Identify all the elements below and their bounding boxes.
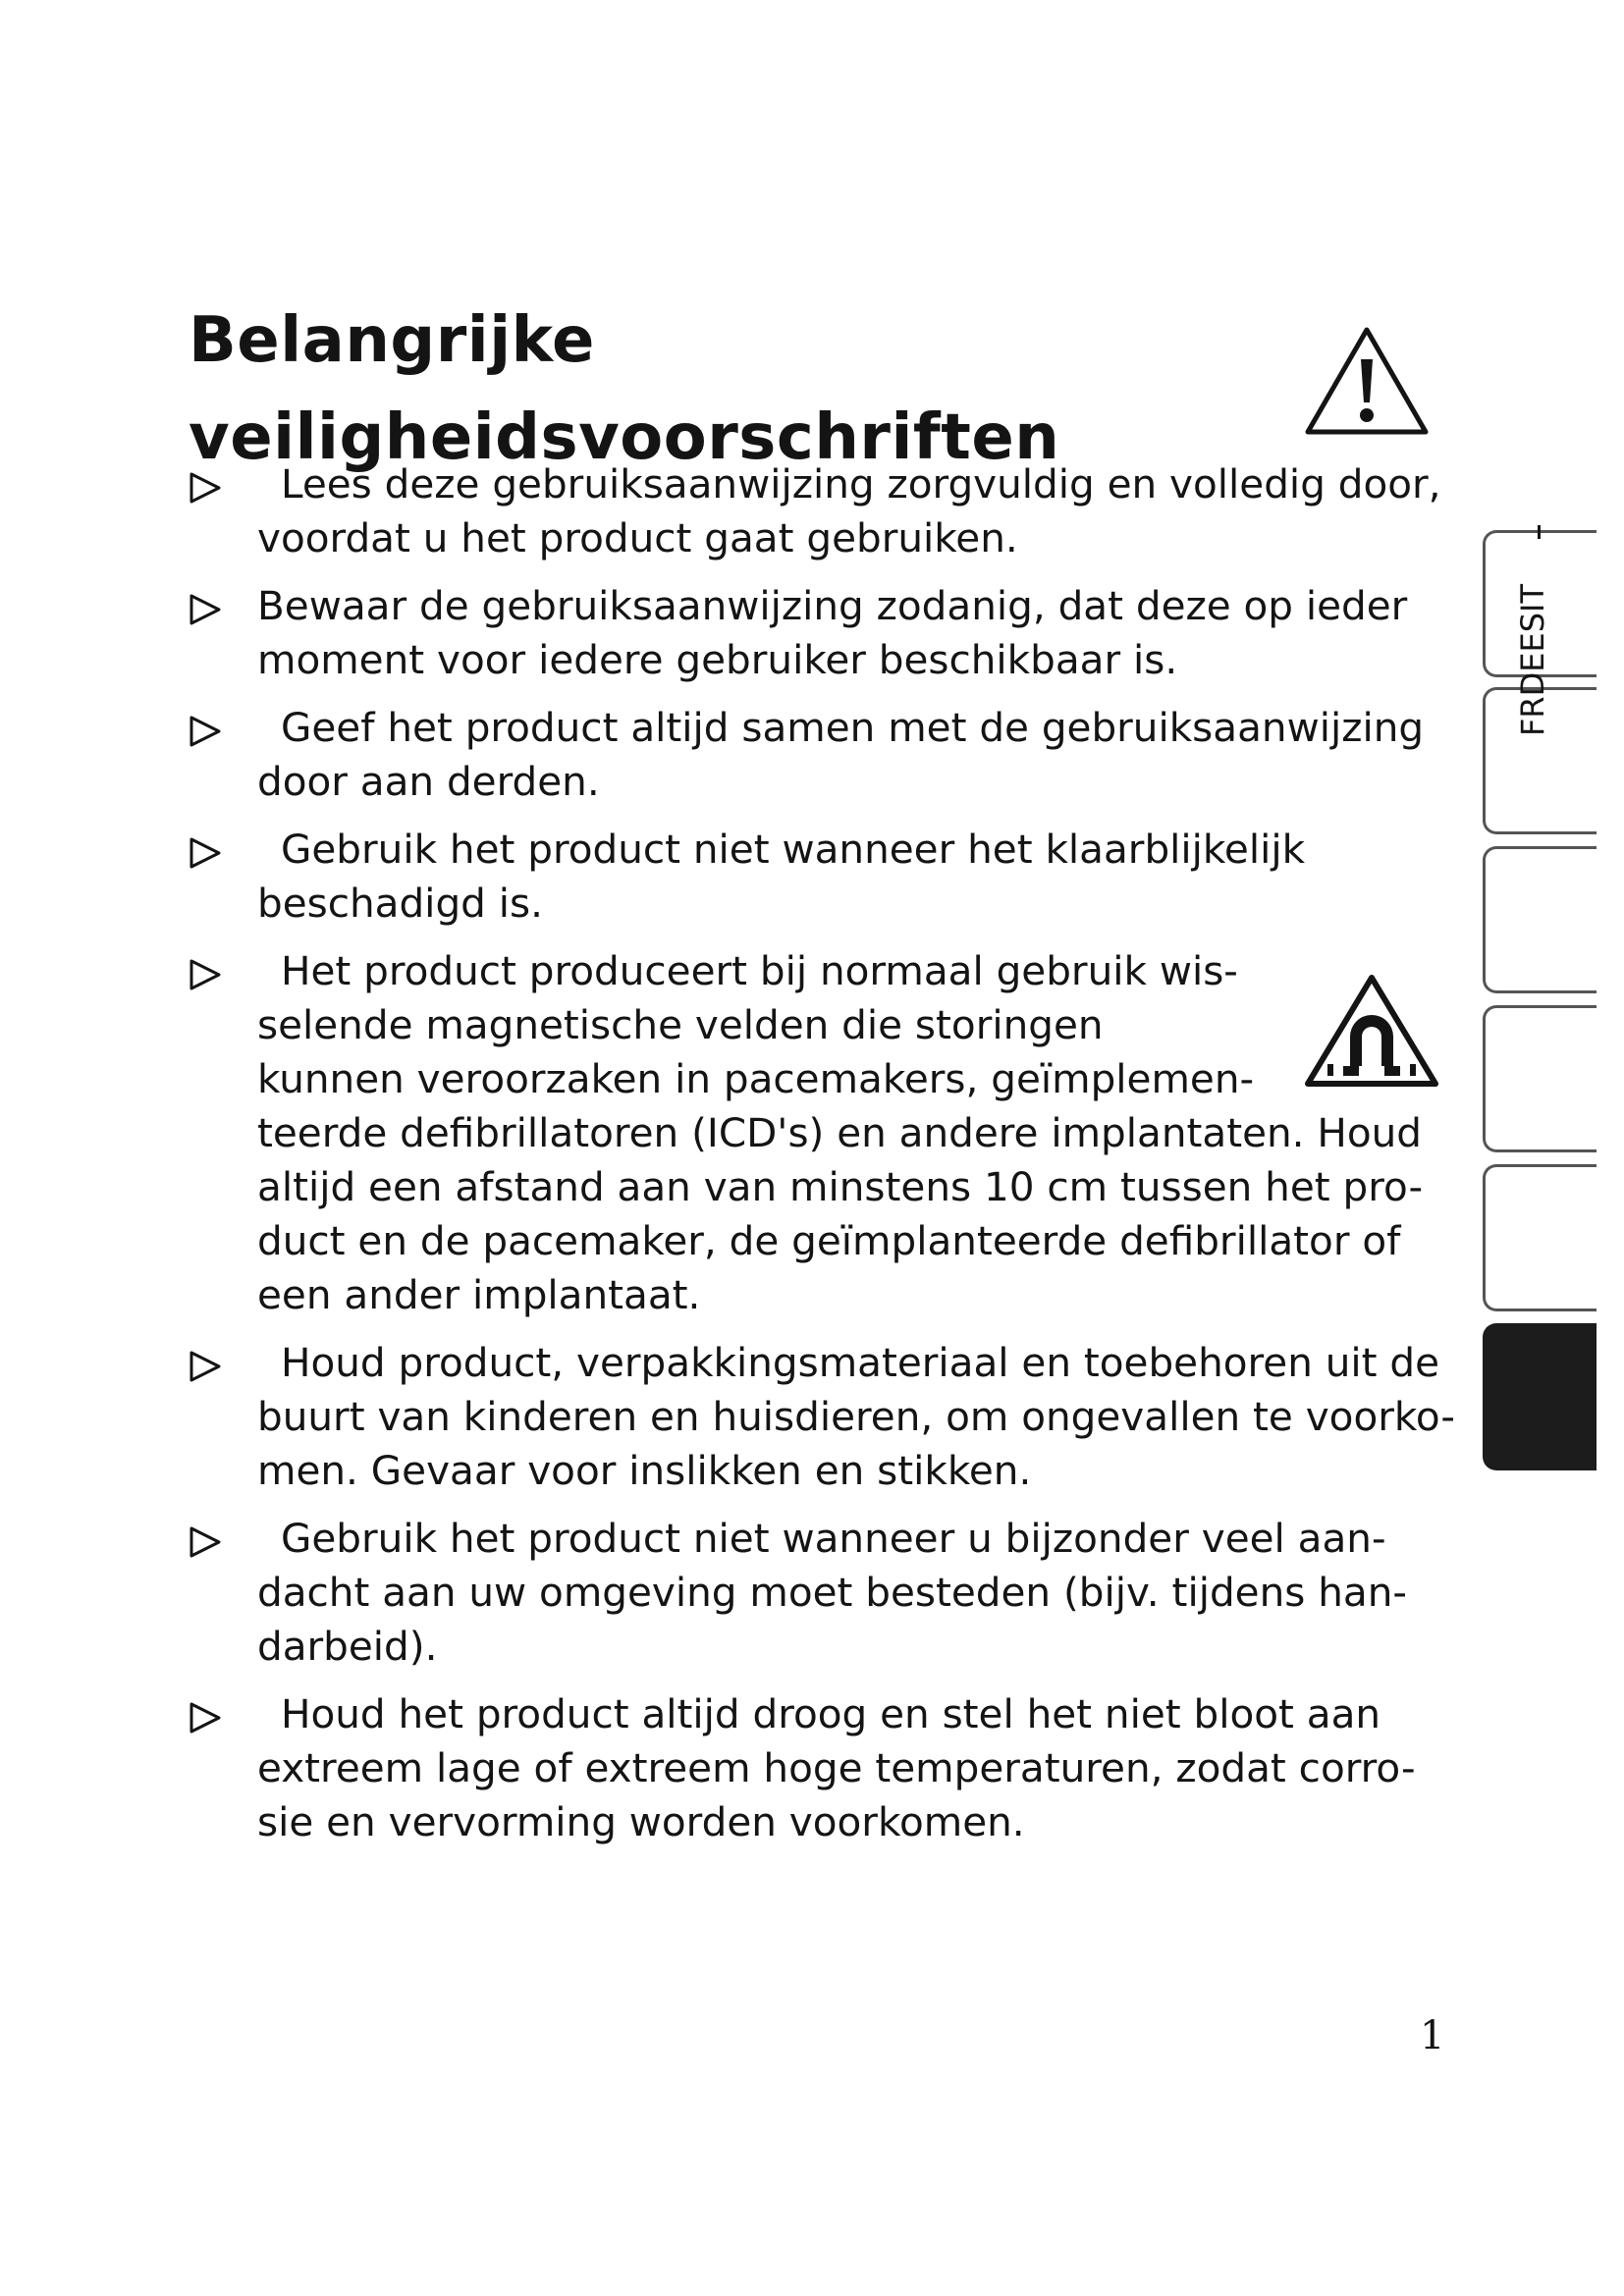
title-line-1: Belangrijke [189,304,595,377]
list-item [189,457,1475,565]
list-item-line: Gebruik het product niet wanneer u bijzonder veel aan- [281,1515,1386,1562]
list-item [189,1512,1475,1674]
list-item-line: Houd het product altijd droog en stel het niet bloot aan [281,1690,1381,1737]
page-number: 1 [1420,2013,1445,2058]
list-item-line: door aan derden. [257,758,600,805]
list-item-line: Lees deze gebruiksaanwijzing zorgvuldig en volledig door, [281,460,1441,507]
triangle-bullet-icon [189,471,222,505]
list-item-line: Geef het product altijd samen met de gebruiksaanwijzing [281,704,1425,751]
triangle-bullet-icon [189,1350,222,1383]
list-item [189,579,1475,687]
list-item-line: Bewaar de gebruiksaanwijzing zodanig, dat deze op ieder [257,582,1408,629]
list-item-line: darbeid). [257,1623,438,1670]
list-item-line: Gebruik het product niet wanneer het klaarblijkelijk [281,826,1306,873]
side-tab-label [1481,579,1579,736]
list-item-line: Houd product, verpakkingsmateriaal en toebehoren uit de [281,1339,1440,1386]
side-tab-3 [1483,846,1597,993]
list-item-line: moment voor iedere gebruiker beschikbaar is. [257,636,1178,683]
triangle-bullet-icon [189,593,222,626]
list-item-line: extreem lage of extreem hoge temperaturen, zodat corro- [257,1744,1416,1791]
list-item-line: altijd een afstand aan van minstens 10 cm tussen het pro- [257,1163,1424,1210]
triangle-bullet-icon [189,1525,222,1559]
list-item-line: voordat u het product gaat gebruiken. [257,514,1018,561]
list-item [189,1336,1475,1498]
list-item [189,701,1475,809]
list-item-line: Het product produceert bij normaal gebruik wis- [281,947,1238,994]
warning-triangle-icon [1304,324,1430,438]
tab-marker [1538,525,1541,539]
list-item-line: men. Gevaar voor inslikken en stikken. [257,1447,1032,1494]
list-item [189,823,1475,931]
triangle-bullet-icon [189,715,222,748]
list-item-line: kunnen veroorzaken in pacemakers, geïmplemen- [257,1055,1255,1102]
list-item-line: sie en vervorming worden voorkomen. [257,1798,1025,1845]
list-item-line: beschadigd is. [257,880,543,927]
list-item-line: teerde defibrillatoren (ICD's) en andere implantaten. Houd [257,1109,1423,1156]
list-item-line: selende magnetische velden die storingen [257,1001,1104,1048]
triangle-bullet-icon [189,958,222,991]
list-item-line: duct en de pacemaker, de geïmplanteerde defibrillator of [257,1217,1401,1264]
list-item-line: een ander implantaat. [257,1271,701,1318]
side-tab-active [1483,1323,1597,1470]
list-item-line: dacht aan uw omgeving moet besteden (bijv. tijdens han- [257,1569,1407,1616]
triangle-bullet-icon [189,1701,222,1735]
side-tab-5 [1483,1164,1597,1311]
side-tab-label-text: FRDEESIT [1514,583,1551,736]
safety-instructions-list [189,457,1475,1863]
list-item-line: buurt van kinderen en huisdieren, om ongevallen te voorko- [257,1393,1456,1440]
side-tab-4 [1483,1005,1597,1152]
triangle-bullet-icon [189,836,222,870]
list-item [189,1687,1475,1849]
title-line-2: veiligheidsvoorschriften [189,401,1060,474]
list-item [189,944,1475,1322]
